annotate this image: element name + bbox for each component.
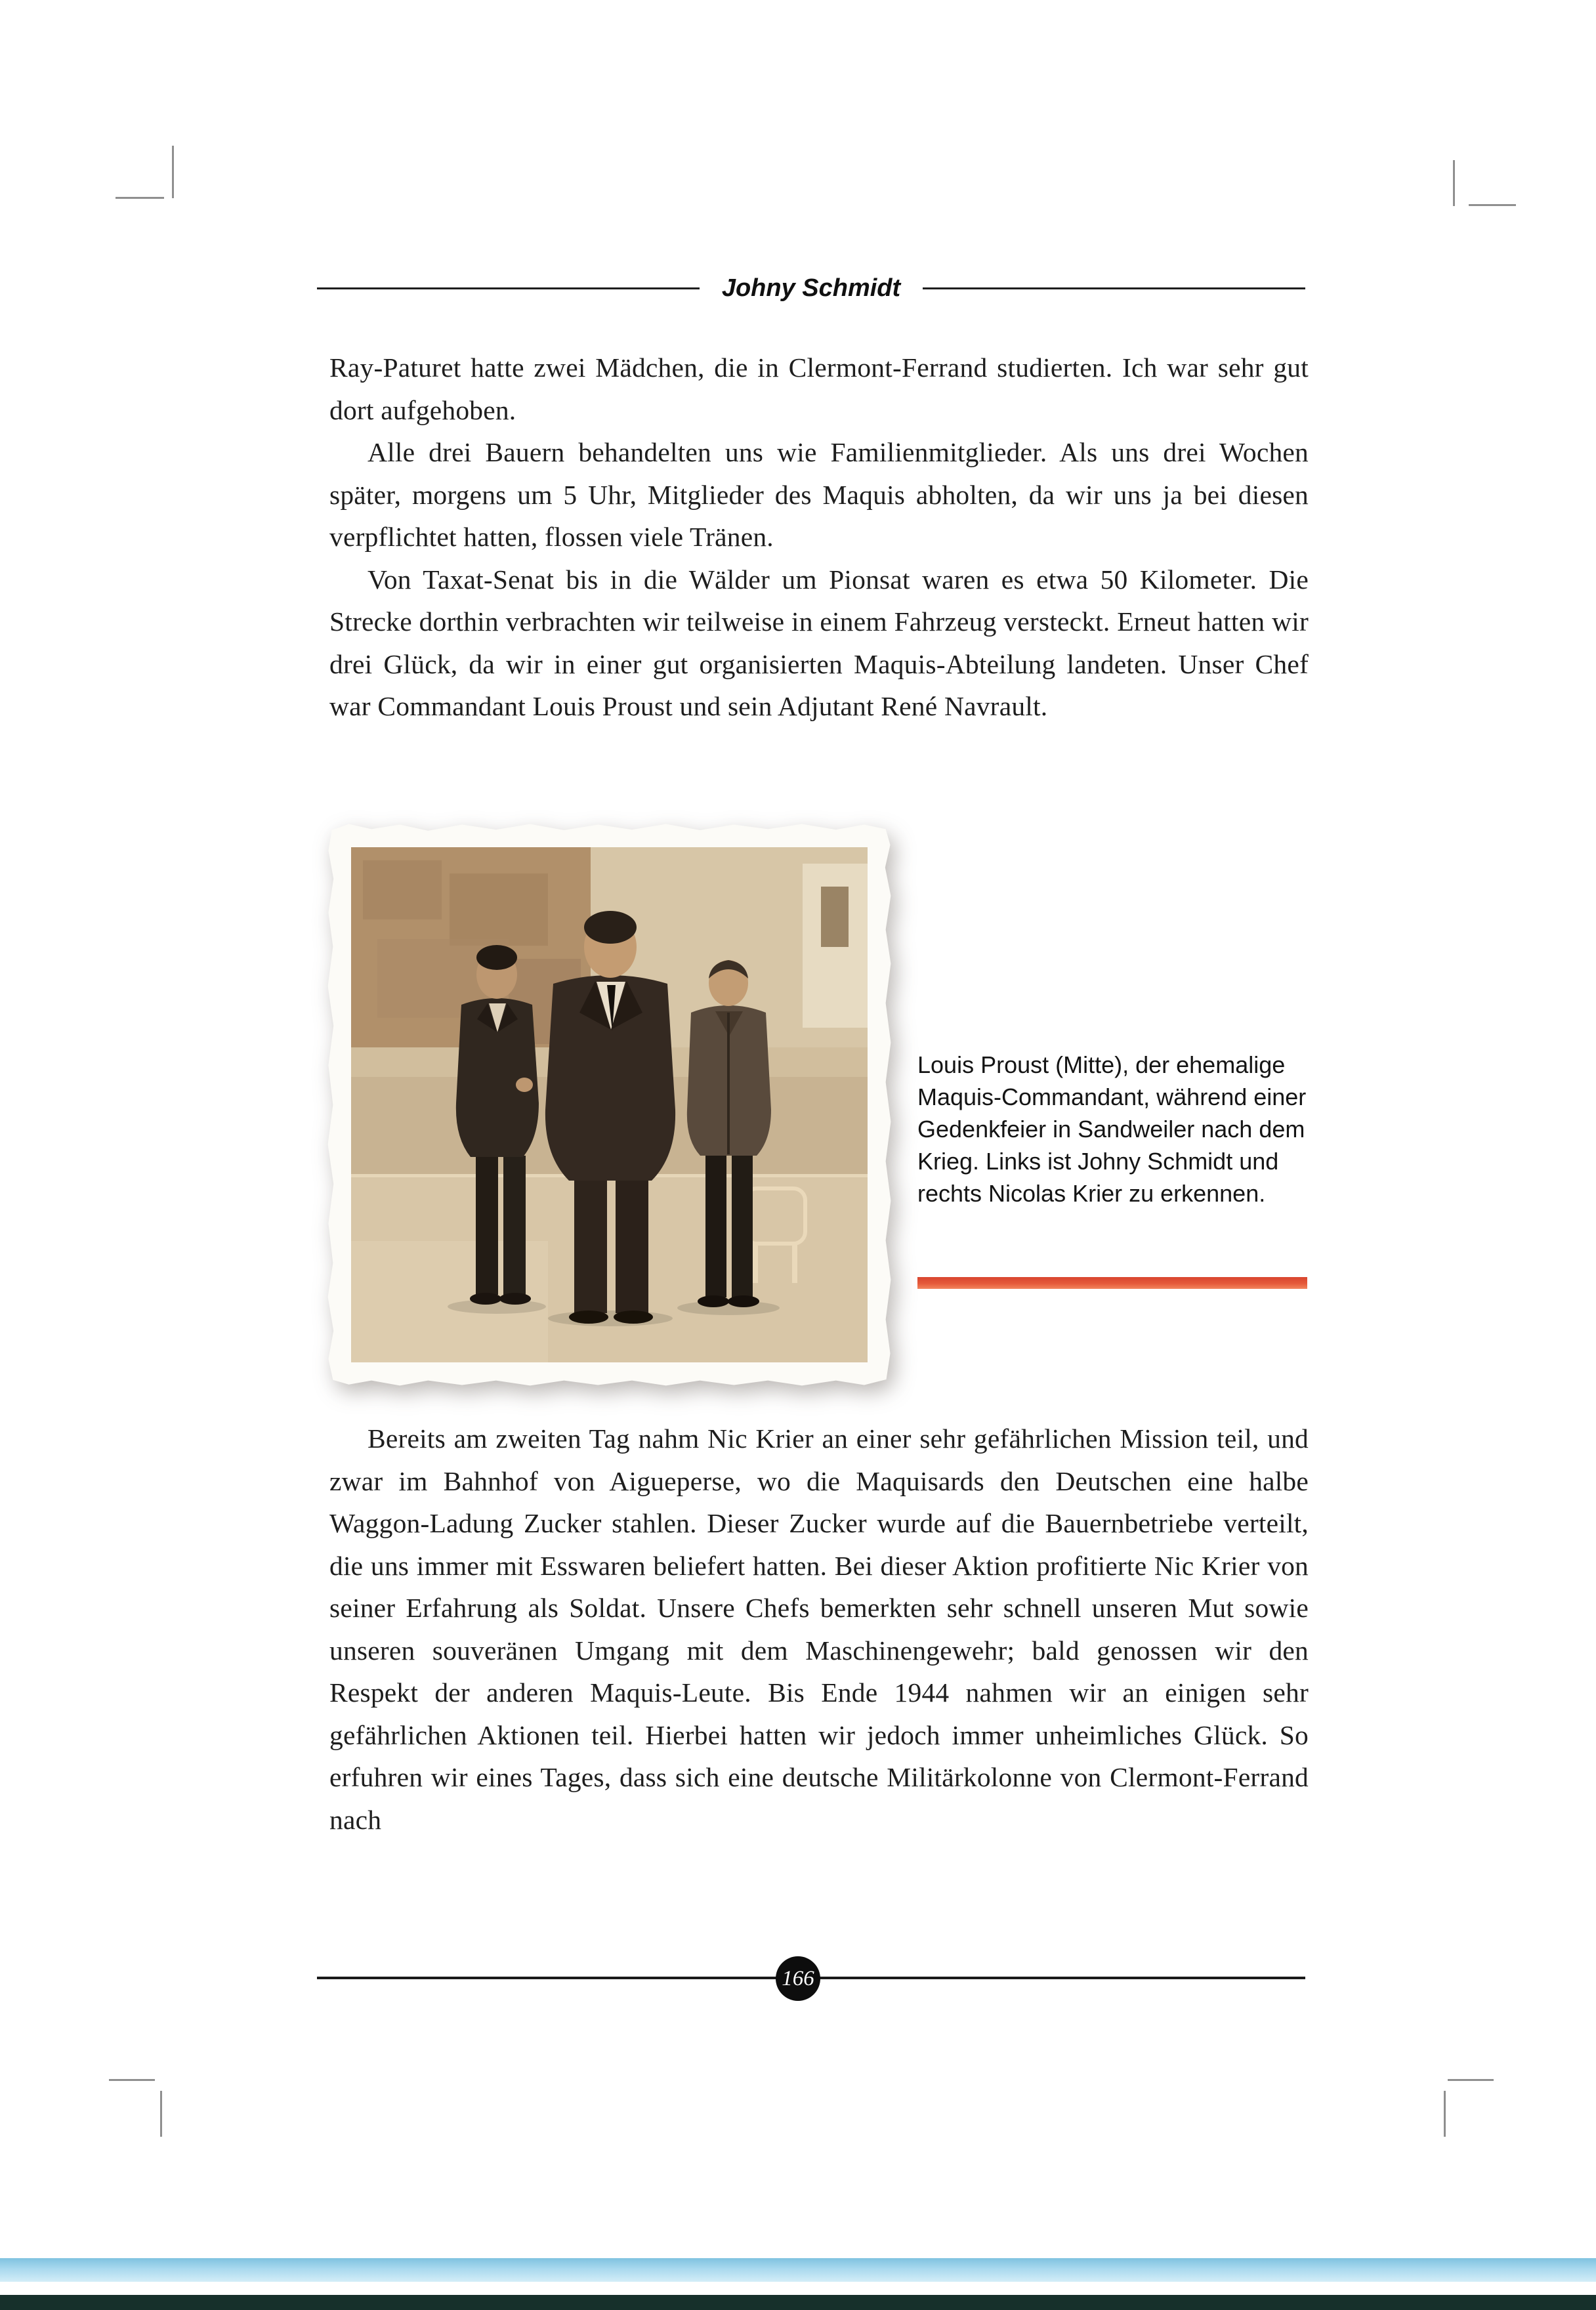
crop-mark-top-right-vertical xyxy=(1453,160,1455,206)
crop-mark-bottom-left-vertical xyxy=(160,2091,162,2137)
caption-accent-bar xyxy=(917,1277,1307,1289)
photo-three-men xyxy=(351,847,868,1362)
paragraph-1: Ray-Paturet hatte zwei Mädchen, die in Clermont-Ferrand studierten. Ich war sehr gut dort aufgehoben. xyxy=(329,352,1309,425)
crop-mark-top-left-vertical xyxy=(172,146,174,198)
crop-mark-bottom-left-horizontal xyxy=(109,2079,155,2081)
scan-edge-dark-band xyxy=(0,2295,1596,2310)
page-number-badge xyxy=(776,1956,820,2001)
paragraph-2: Alle drei Bauern behandelten uns wie Familienmitglieder. Als uns drei Wochen später, morgens um 5 Uhr, Mitglieder des Maquis abholten, da wir uns ja bei diesen verpflichtet hatten, flossen viele Tränen. xyxy=(329,437,1309,552)
photo-wrap xyxy=(326,822,892,1387)
scan-edge-blue-band xyxy=(0,2258,1596,2282)
photo-print-frame xyxy=(326,822,892,1387)
running-header-title: Johny Schmidt xyxy=(721,274,901,302)
crop-mark-top-right-horizontal xyxy=(1469,204,1516,206)
crop-mark-top-left-horizontal xyxy=(116,197,164,199)
paragraph-4: Bereits am zweiten Tag nahm Nic Krier an einer sehr gefährlichen Mission teil, und zwar im Bahnhof von Aigueperse, wo die Maquisards den Deutschen eine halbe Waggon-Ladung Zucker stahlen. Dieser Zucker wurde auf die Bauernbetriebe verteilt, die uns immer mit Esswaren beliefert hatten. Bei dieser Aktion profitierte Nic Krier von seiner Erfahrung als Soldat. Unsere Chefs bemerkten sehr schnell unseren Mut sowie unseren souveränen Umgang mit dem Maschinengewehr; bald genossen wir den Respekt der anderen Maquis-Leute. Bis Ende 1944 nahmen wir an einigen sehr gefährlichen Aktionen teil. Hierbei hatten wir jedoch immer unheimliches Glück. So erfuhren wir eines Tages, dass sich eine deutsche Militärkolonne von Clermont-Ferrand nach xyxy=(329,1423,1309,1835)
body-text-lower xyxy=(329,1418,1309,1841)
paragraph-3: Von Taxat-Senat bis in die Wälder um Pionsat waren es etwa 50 Kilometer. Die Strecke dorthin verbrachten wir teilweise in einem Fahrzeug versteckt. Erneut hatten wir drei Glück, da wir in einer gut organisierten Maquis-Abteilung landeten. Unser Chef war Commandant Louis Proust und sein Adjutant René Navrault. xyxy=(329,564,1309,721)
photo-caption: Louis Proust (Mitte), der ehemalige Maquis-Commandant, während einer Gedenkfeier in Sandweiler nach dem Krieg. Links ist Johny Schmidt und rechts Nicolas Krier zu erkennen. xyxy=(917,1051,1307,1207)
header-rule-left xyxy=(317,287,700,289)
header-rule-right xyxy=(923,287,1305,289)
running-header xyxy=(317,274,1305,303)
page-number: 166 xyxy=(782,1966,814,1990)
crop-mark-bottom-right-vertical xyxy=(1444,2091,1446,2137)
crop-mark-bottom-right-horizontal xyxy=(1448,2079,1494,2081)
body-text-upper xyxy=(329,346,1309,728)
